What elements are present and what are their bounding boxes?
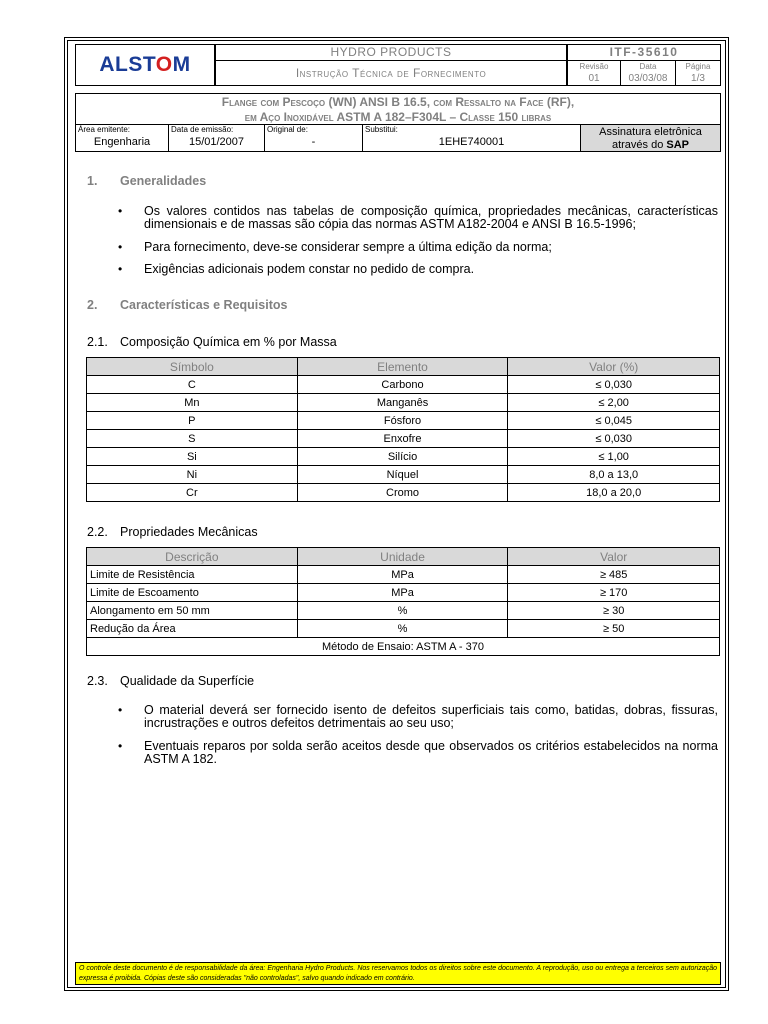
bullet-icon: • (118, 262, 123, 276)
document-code: ITF-35610 (567, 44, 721, 61)
table-row: S Enxofre ≤ 0,030 (87, 430, 720, 448)
original-label: Original de: (267, 125, 308, 134)
date-value: 03/03/08 (628, 73, 668, 84)
table-row (87, 638, 720, 656)
table-row: Si Silício ≤ 1,00 (87, 448, 720, 466)
electronic-signature (580, 124, 721, 152)
bullet-icon: • (118, 240, 123, 254)
info-emission (168, 124, 265, 152)
page-label: Página (685, 62, 711, 71)
table-row: C Carbono ≤ 0,030 (87, 376, 720, 394)
document-title (75, 93, 721, 125)
table-row: Limite de Resistência MPa ≥ 485 (87, 566, 720, 584)
mechanical-properties-table (86, 547, 720, 656)
column-header: Elemento (297, 358, 508, 376)
table-row: Ni Níquel 8,0 a 13,0 (87, 466, 720, 484)
bullet-icon: • (118, 739, 123, 753)
emission-value: 15/01/2007 (188, 136, 245, 148)
product-line: HYDRO PRODUCTS (215, 44, 567, 61)
table-row: Limite de Escoamento MPa ≥ 170 (87, 584, 720, 602)
info-substitui (362, 124, 581, 152)
bullet-icon: • (118, 204, 123, 218)
document-type: Instrução Técnica de Fornecimento (215, 60, 567, 86)
company-logo: ALSTOM (75, 44, 215, 86)
page-value: 1/3 (691, 73, 705, 84)
table-row: Cr Cromo 18,0 a 20,0 (87, 484, 720, 502)
info-area (75, 124, 169, 152)
area-value: Engenharia (93, 136, 151, 148)
page-cell (675, 60, 721, 86)
emission-label: Data de emissão: (171, 125, 234, 134)
signature-line-2: através do SAP (611, 139, 690, 151)
column-header: Valor (%) (508, 358, 720, 376)
original-value: - (311, 136, 316, 148)
area-label: Área emitente: (78, 125, 131, 134)
table-row: Alongamento em 50 mm % ≥ 30 (87, 602, 720, 620)
date-label: Data (639, 62, 657, 71)
substitui-label: Substitui: (365, 125, 398, 134)
table-row: Mn Manganês ≤ 2,00 (87, 394, 720, 412)
revision-value: 01 (588, 73, 600, 84)
test-method: Método de Ensaio: ASTM A - 370 (87, 638, 720, 656)
chemical-composition-table (86, 357, 720, 502)
info-original (264, 124, 363, 152)
table-row: P Fósforo ≤ 0,045 (87, 412, 720, 430)
revision-label: Revisão (579, 62, 609, 71)
title-line-2: em Aço Inoxidável ASTM A 182–F304L – Classe 150 libras (244, 110, 552, 124)
substitui-value: 1EHE740001 (438, 136, 505, 148)
column-header: Valor (508, 548, 720, 566)
column-header: Unidade (297, 548, 508, 566)
bullet-icon: • (118, 703, 123, 717)
document-control-notice: O controle deste documento é de responsabilidade da área: Engenharia Hydro Products. Nos reservamos todos os direitos sobre este documento. A reprodução, uso ou entrega a terceiros sem autorização expressa é proibida. Cópias deste são consideradas "não controladas", salvo quando indicado em contrário. (75, 962, 721, 985)
date-cell (620, 60, 676, 86)
revision-cell (567, 60, 621, 86)
signature-line-1: Assinatura eletrônica (599, 126, 702, 138)
column-header: Descrição (87, 548, 298, 566)
title-line-1: Flange com Pescoço (WN) ANSI B 16.5, com Ressalto na Face (RF), (221, 95, 575, 109)
table-row: Redução da Área % ≥ 50 (87, 620, 720, 638)
column-header: Símbolo (87, 358, 298, 376)
